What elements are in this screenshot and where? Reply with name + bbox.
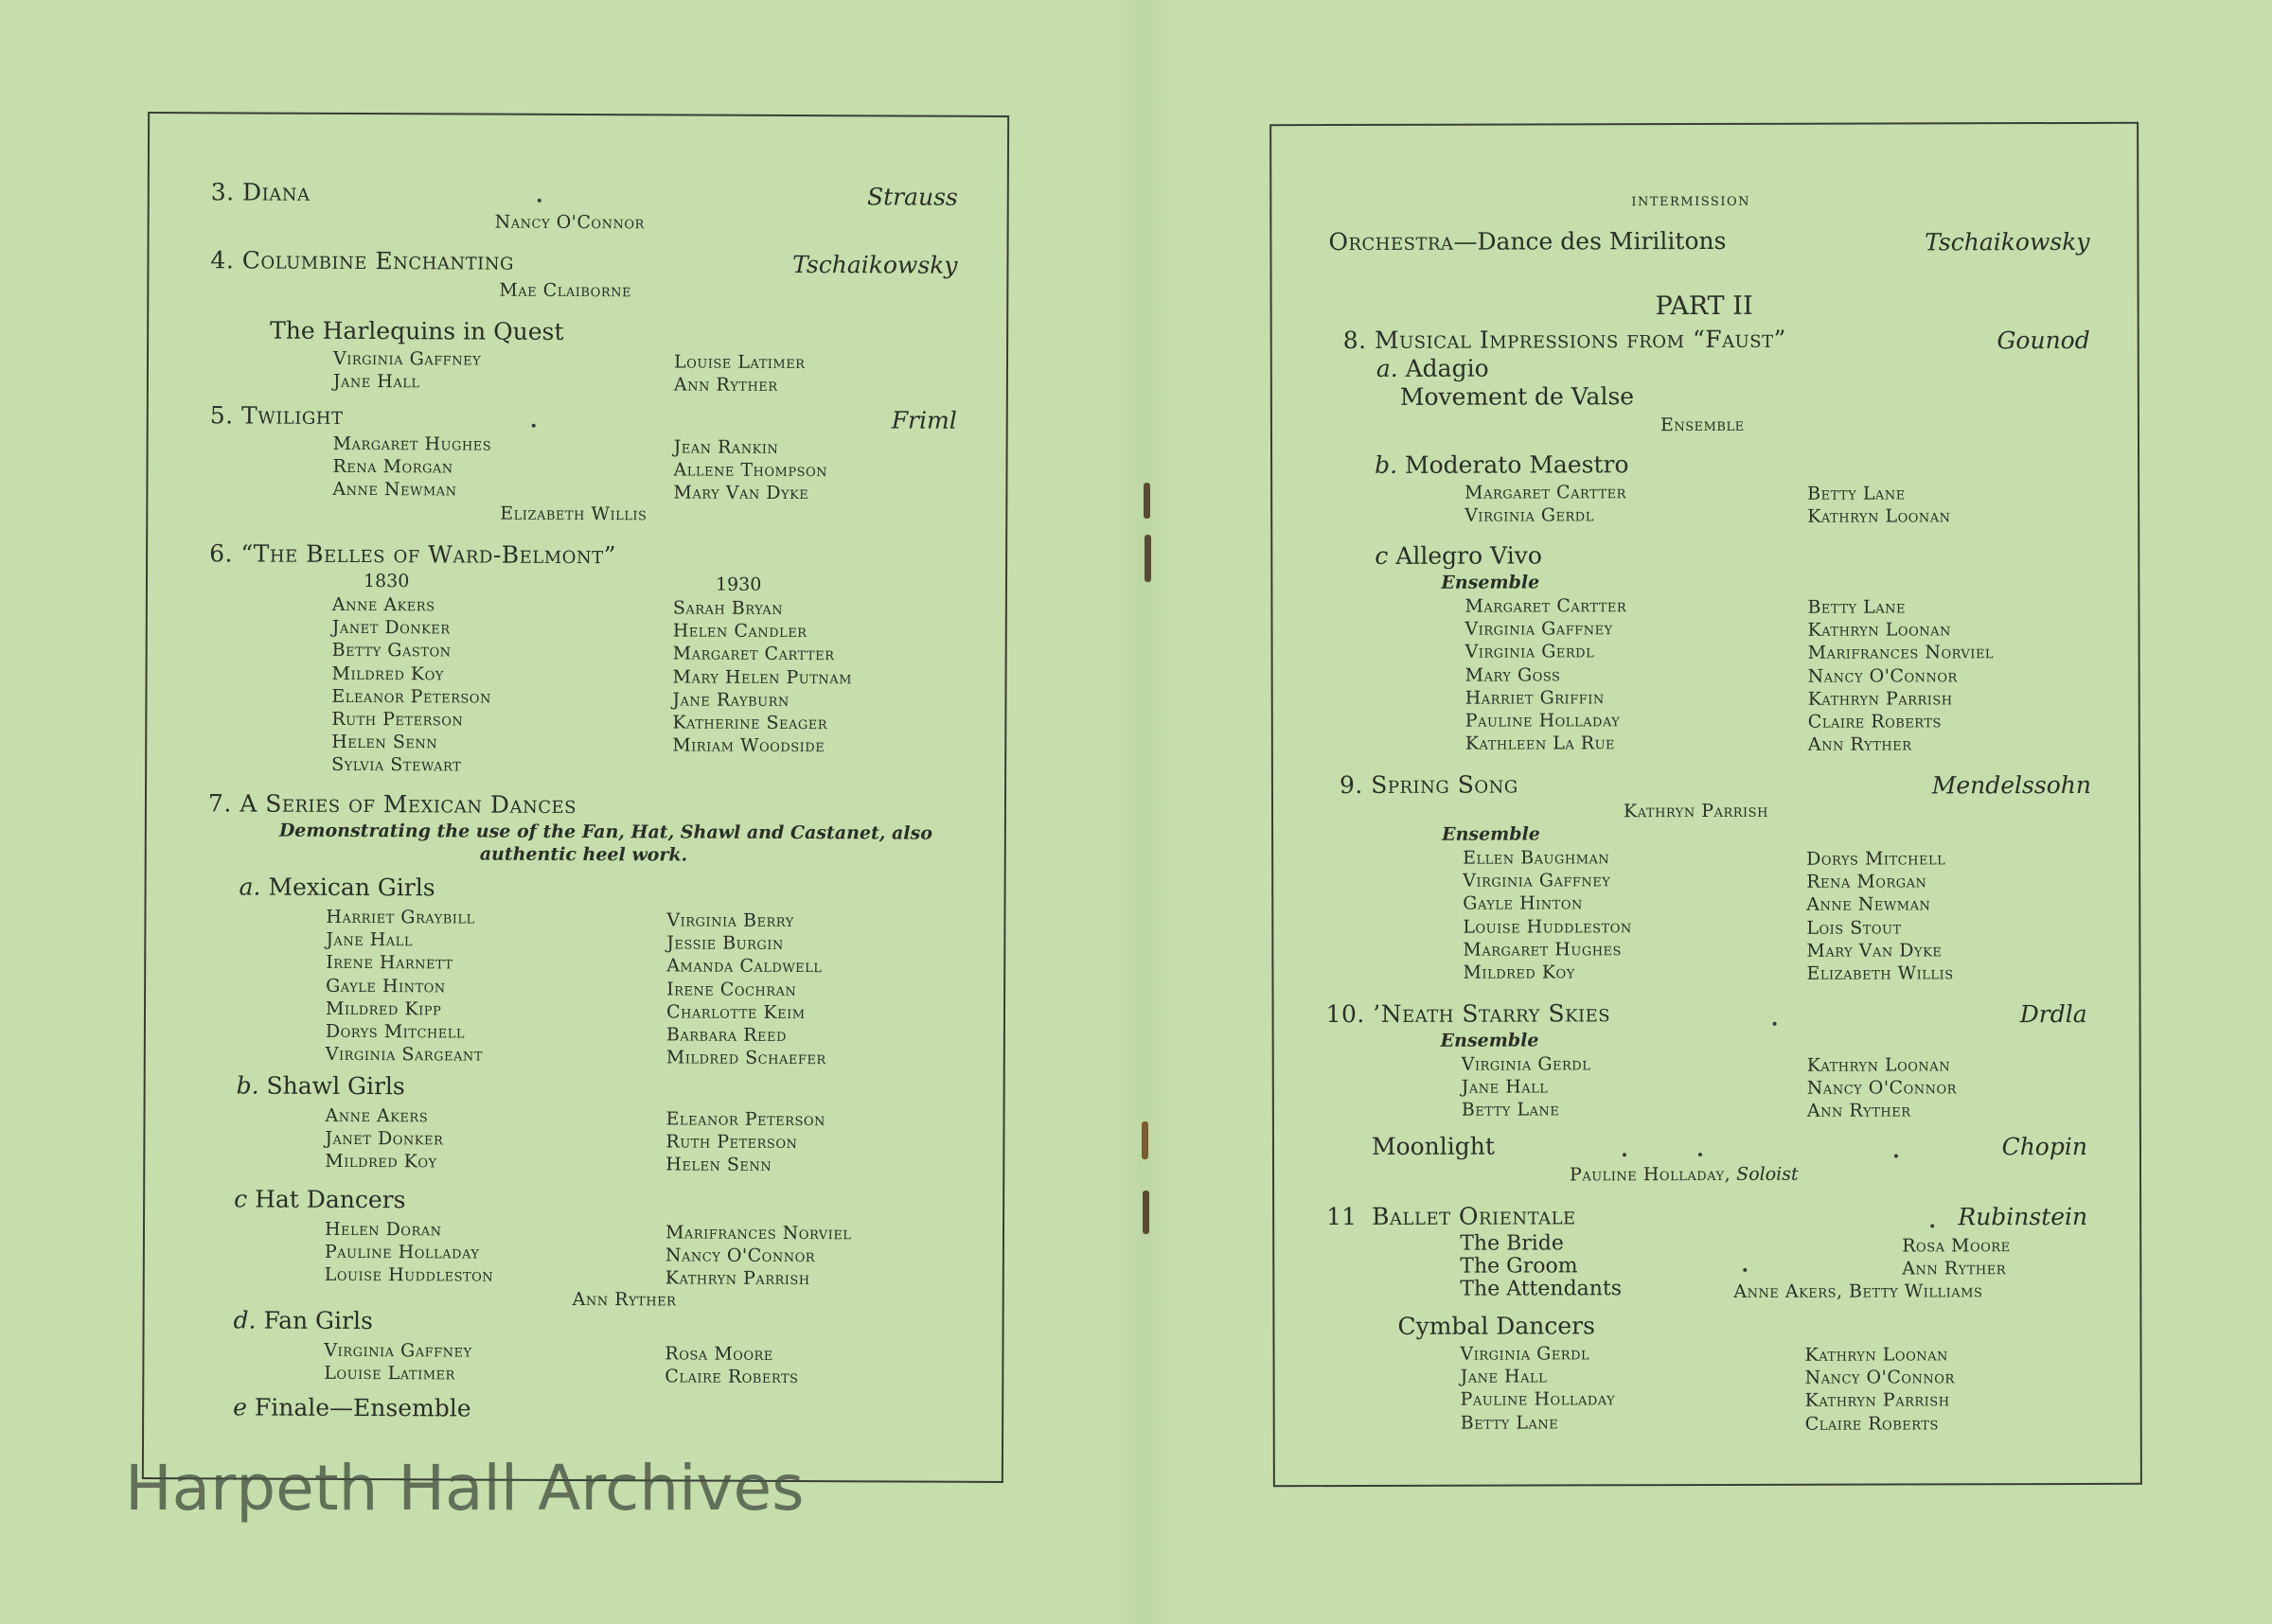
name: Helen Candler [672,620,808,643]
name: Nancy O'Connor [1807,664,1958,687]
name: Helen Doran [324,1218,442,1241]
leader-dot [1773,1022,1777,1026]
leader-dot [1743,1268,1747,1272]
name: Mary Goss [1464,664,1561,686]
name: Katherine Seager [672,712,828,734]
item-5-title: 5. Twilight [209,401,344,430]
hat-dancers-center-name: Ann Ryther [572,1288,677,1311]
name: Virginia Berry [666,909,794,932]
moonlight-composer: Chopin [2001,1132,2087,1161]
name: Kathryn Loonan [1806,1054,1951,1076]
item-10-col1 [1462,1052,1591,1121]
name: Betty Lane [1807,596,1907,618]
leader-dot [1894,1154,1898,1157]
name: Kathryn Loonan [1807,619,1951,641]
section-label: Moderato Maestro [1404,450,1629,479]
item-6-title: 6. “The Belles of Ward-Belmont” [209,539,617,570]
name: Rena Morgan [1806,871,1927,892]
item-6-col2 [672,596,852,757]
name: Betty Gaston [331,640,452,662]
moonlight-title: Moonlight [1371,1132,1495,1160]
name: Virginia Gaffney [324,1339,472,1362]
name: Kathleen La Rue [1464,733,1616,754]
intermission-label: intermission [1631,188,1751,211]
role-groom-cast: Ann Ryther [1902,1258,2007,1280]
name: Helen Senn [331,732,438,753]
name: Mary Van Dyke [1806,940,1943,962]
moderato-col2 [1807,482,1950,528]
name: Janet Donker [331,617,451,639]
name: Ruth Peterson [666,1131,798,1154]
item-5-col1 [332,432,491,502]
moderato-col1 [1464,481,1626,527]
name: Lois Stout [1806,917,1902,939]
leader-dot [1698,1153,1702,1156]
item-9-composer: Mendelssohn [1931,770,2091,800]
item-10-title: 10. ’Neath Starry Skies [1325,999,1611,1029]
section-label: Adagio [1405,354,1489,382]
role-attendants-cast: Anne Akers, Betty Williams [1733,1280,1983,1302]
section-label: Fan Girls [263,1306,373,1335]
name: Jane Rayburn [672,689,790,711]
orchestra-label: Orchestra [1328,227,1454,256]
name: Nancy O'Connor [1806,1077,1957,1099]
name: Ann Ryther [673,374,778,397]
leader-dot [1623,1153,1626,1156]
name: Louise Latimer [324,1363,455,1385]
name: Harriet Griffin [1464,687,1605,709]
item-5-center-name: Elizabeth Willis [500,503,648,525]
soloist-role: Soloist [1736,1163,1799,1185]
hat-dancers-col1 [325,1218,494,1287]
role: The Attendants [1460,1277,1623,1301]
item-9-col2 [1806,847,1954,985]
item-7-title: 7. A Series of Mexican Dances [207,789,577,820]
name: Janet Donker [325,1128,444,1150]
name: Charlotte Keim [666,1001,806,1023]
staple-bottom-2 [1143,1191,1149,1234]
item-9-title: 9. Spring Song [1339,770,1518,800]
section-letter: d. [233,1306,257,1334]
hat-dancers-heading [234,1185,405,1213]
name: Kathryn Parrish [1807,688,1953,710]
section-label: Mexican Girls [268,873,435,902]
name: Eleanor Peterson [666,1108,825,1131]
name: Kathryn Parrish [665,1267,810,1290]
name: Irene Harnett [326,952,453,974]
item-4-performer: Mae Claiborne [499,279,632,302]
name: Dorys Mitchell [325,1020,466,1043]
allegro-col1 [1464,594,1626,755]
name: Nancy O'Connor [1804,1367,1955,1388]
moonlight-soloist [1570,1164,1799,1186]
mexican-girls-col1 [326,906,484,1067]
name: Eleanor Peterson [331,685,491,708]
name: Virginia Gerdl [1460,1343,1590,1365]
role: The Bride [1460,1231,1564,1256]
name: Jane Hall [1460,1366,1548,1387]
item-9-soloist: Kathryn Parrish [1623,800,1768,822]
name: Jane Hall [326,929,414,951]
name: Louise Huddleston [1463,915,1632,938]
name: Anne Akers [331,593,435,616]
section-letter: a. [239,873,261,901]
name: Louise Huddleston [324,1264,494,1287]
name: Irene Cochran [666,979,797,1000]
name: Virginia Gaffney [332,347,482,370]
name: Claire Roberts [665,1366,799,1388]
mexican-girls-col2 [666,909,827,1069]
cymbal-dancers-heading: Cymbal Dancers [1397,1312,1595,1340]
soloist-name: Pauline Holladay, [1569,1163,1731,1186]
item-6-year-1930: 1930 [715,574,762,595]
finale-heading [233,1393,470,1421]
orchestra-line [1328,227,1726,256]
name: Pauline Holladay [1460,1388,1616,1411]
mexican-girls-heading [240,873,435,901]
harlequins-col2 [674,350,806,397]
name: Kathryn Parrish [1804,1389,1950,1412]
allegro-heading [1375,541,1542,569]
item-8-composer: Gounod [1997,326,2090,355]
shawl-girls-heading [237,1071,405,1100]
name: Mildred Koy [331,662,444,685]
leader-dot [538,199,541,203]
name: Ruth Peterson [331,708,464,731]
role: The Groom [1460,1254,1578,1279]
section-letter: b. [1375,450,1398,479]
orchestra-composer: Tschaikowsky [1925,227,2090,256]
hat-dancers-col2 [666,1221,852,1290]
section-letter: a. [1376,354,1398,382]
name: Virginia Sargeant [325,1044,483,1066]
name: Anne Akers [325,1104,429,1127]
item-3-composer: Strauss [866,183,958,211]
staple-bottom-1 [1142,1121,1148,1159]
item-10-ensemble: Ensemble [1440,1030,1539,1051]
name: Jane Hall [1461,1076,1549,1098]
item-6-col1 [331,593,491,777]
shawl-girls-col2 [666,1107,825,1176]
item-11-roles [1460,1232,1622,1300]
item-11-composer: Rubinstein [1958,1202,2088,1231]
section-letter: b. [236,1071,259,1100]
name: Kathryn Loonan [1804,1344,1948,1366]
item-5-composer: Friml [891,406,957,434]
name: Gayle Hinton [1463,892,1583,915]
name: Gayle Hinton [326,975,446,997]
name: Amanda Caldwell [666,955,823,978]
section-letter: e [233,1393,248,1421]
item-3-title: 3. Diana [210,178,311,206]
name: Mary Helen Putnam [672,666,853,688]
name: Margaret Hughes [1463,939,1622,961]
name: Sarah Bryan [672,597,784,619]
name: Pauline Holladay [1464,710,1621,732]
name: Betty Lane [1807,483,1906,504]
section-label: Shawl Girls [266,1071,405,1101]
name: Virginia Gerdl [1461,1053,1591,1075]
part-heading: PART II [1655,291,1753,322]
name: Margaret Cartter [1464,595,1627,617]
name: Anne Newman [332,479,457,501]
right-program-page [1269,122,2142,1487]
name: Claire Roberts [1807,711,1942,733]
adagio-ensemble: Ensemble [1660,414,1745,436]
allegro-col2 [1807,595,1994,756]
name: Miriam Woodside [672,734,825,757]
item-4-title: 4. Columbine Enchanting [210,246,514,275]
role-bride-cast: Rosa Moore [1902,1235,2011,1257]
cymbal-col2 [1804,1343,1954,1435]
harlequins-heading: The Harlequins in Quest [270,316,564,345]
name: Mildred Schaefer [666,1047,826,1069]
name: Margaret Hughes [332,432,492,455]
name: Claire Roberts [1804,1412,1939,1435]
archive-watermark: Harpeth Hall Archives [125,1452,805,1525]
item-10-composer: Drdla [2019,999,2087,1029]
item-7-description-2: authentic heel work. [479,843,688,866]
item-11-number: 11 [1326,1202,1357,1231]
name: Betty Lane [1461,1099,1560,1121]
center-fold [1117,0,1174,1624]
name: Harriet Graybill [326,906,475,928]
leader-dot [532,424,536,428]
name: Marifrances Norviel [665,1222,852,1244]
name: Virginia Gaffney [1464,618,1613,640]
name: Virginia Gaffney [1463,870,1611,891]
shawl-girls-col1 [325,1104,443,1174]
name: Rosa Moore [665,1343,773,1365]
movement-de-valse: Movement de Valse [1399,382,1635,411]
name: Anne Newman [1806,893,1931,916]
fan-girls-col1 [324,1339,471,1386]
name: Pauline Holladay [324,1242,480,1263]
item-8-title: 8. Musical Impressions from “Faust” [1342,325,1786,355]
name: Ann Ryther [1806,1100,1911,1122]
fan-girls-heading [234,1306,373,1334]
harlequins-col1 [333,347,481,394]
name: Betty Lane [1460,1412,1559,1434]
allegro-ensemble: Ensemble [1441,572,1540,593]
name: Jessie Burgin [666,932,784,955]
name: Virginia Gerdl [1464,504,1594,526]
item-5-col2 [673,435,827,504]
staple-top-1 [1144,483,1150,519]
item-6-year-1830: 1830 [363,571,410,592]
name: Margaret Cartter [672,643,835,665]
leader-dot [1930,1224,1934,1227]
name: Virginia Gerdl [1464,641,1595,663]
adagio-heading [1376,355,1489,382]
item-3-performer: Nancy O'Connor [494,211,645,234]
section-label: Hat Dancers [255,1185,406,1214]
name: Barbara Reed [666,1024,787,1046]
item-10-col2 [1807,1053,1957,1122]
staple-top-2 [1145,535,1151,582]
name: Jane Hall [332,371,420,393]
name: Rena Morgan [332,456,453,478]
name: Helen Senn [666,1154,772,1176]
name: Mildred Kipp [325,997,442,1020]
orchestra-piece: —Dance des Mirilitons [1453,226,1727,256]
name: Kathryn Loonan [1807,505,1951,527]
name: Louise Latimer [673,351,806,374]
name: Mildred Koy [1463,962,1575,983]
section-letter: c [1375,541,1389,570]
name: Sylvia Stewart [331,754,462,776]
item-9-col1 [1463,846,1632,984]
left-program-page [142,112,1009,1483]
name: Nancy O'Connor [665,1244,816,1267]
moderato-heading [1375,450,1629,479]
name: Marifrances Norviel [1807,642,1995,664]
section-label: Finale—Ensemble [254,1393,471,1422]
fan-girls-col2 [665,1342,798,1388]
item-11-title: Ballet Orientale [1372,1202,1576,1230]
name: Allene Thompson [673,459,828,482]
section-label: Allegro Vivo [1395,541,1542,570]
name: Jean Rankin [673,436,779,458]
name: Dorys Mitchell [1806,848,1946,870]
section-letter: c [234,1185,248,1213]
item-9-ensemble: Ensemble [1442,823,1540,845]
cymbal-col1 [1460,1342,1615,1434]
item-7-description-1: Demonstrating the use of the Fan, Hat, Shawl and Castanet, also [278,820,932,844]
name: Ann Ryther [1807,733,1912,755]
name: Elizabeth Willis [1806,962,1954,984]
name: Ellen Baughman [1463,847,1610,869]
name: Mildred Koy [325,1151,437,1173]
name: Mary Van Dyke [673,482,809,504]
item-4-composer: Tschaikowsky [792,250,958,279]
name: Margaret Cartter [1464,482,1626,503]
